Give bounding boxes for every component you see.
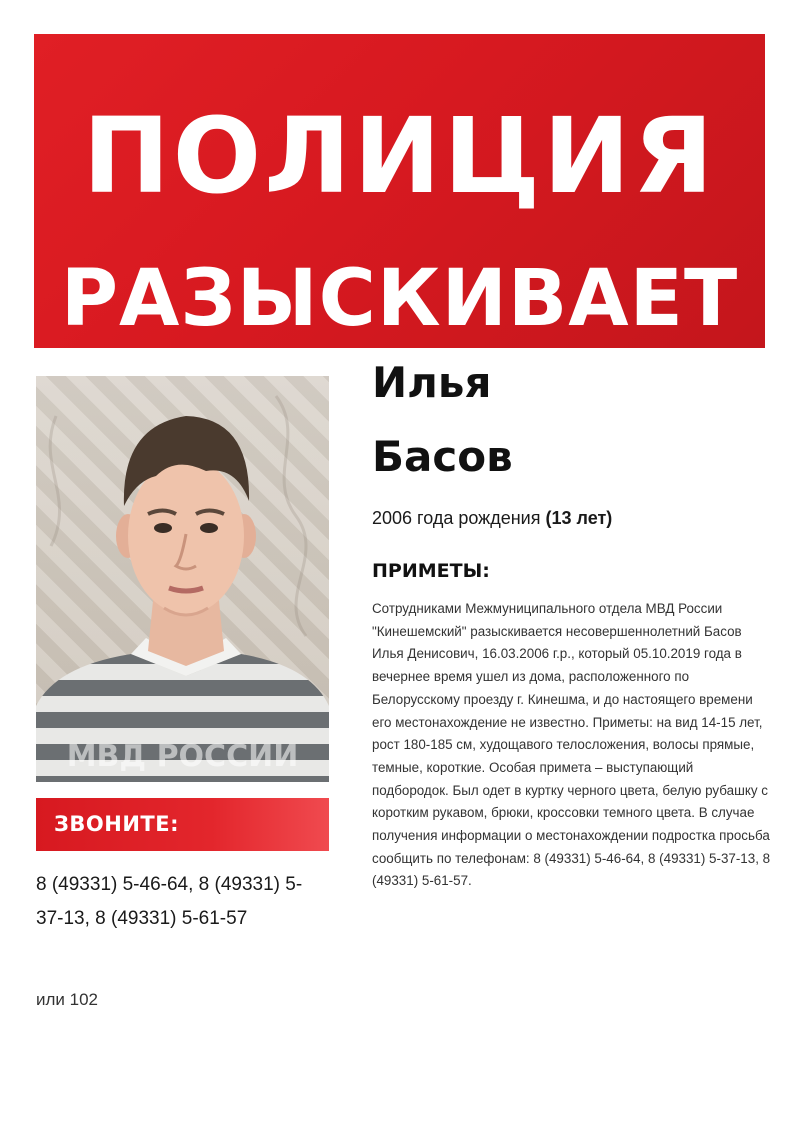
call-label-bar — [36, 798, 329, 851]
header-banner — [34, 34, 765, 348]
person-last-name: Басов — [372, 432, 513, 481]
missing-person-photo — [36, 376, 329, 782]
contact-phones: 8 (49331) 5-46-64, 8 (49331) 5-37-13, 8 (49331) 5-61-57 — [36, 874, 303, 929]
header-title-wanted: РАЗЫСКИВАЕТ — [60, 254, 739, 344]
person-first-name: Илья — [372, 358, 492, 407]
photo-watermark: МВД РОССИИ — [66, 739, 299, 774]
birth-info — [372, 508, 612, 529]
header-title-police: ПОЛИЦИЯ — [82, 95, 717, 217]
birth-year: 2006 года рождения — [372, 508, 541, 528]
call-label: ЗВОНИТЕ: — [54, 812, 179, 836]
portrait-illustration — [36, 376, 329, 782]
signs-heading: ПРИМЕТЫ: — [372, 560, 490, 582]
signs-description: Сотрудниками Межмуниципального отдела МВД России "Кинешемский" разыскивается несовершеннолетний Басов Илья Денисович, 16.03.2006 г.р., который 05.10.2019 года в вечернее время ушел из дома, расположенного по Белорусскому проезду г. Кинешма, и до настоящего времени его местонахождение не известно. Приметы: на вид 14-15 лет, рост 180-185 см, худощавого телосложения, волосы прямые, темные, короткие. Особая примета – выступающий подбородок. Был одет в куртку черного цвета, белую рубашку с коротким рукавом, брюки, кроссовки темного цвета. В случае получения информации о местонахождении подростка просьба сообщить по телефонам: 8 (49331) 5-46-64, 8 (49331) 5-37-13, 8 (49331) 5-61-57. — [372, 601, 771, 889]
person-age: (13 лет) — [545, 508, 613, 528]
emergency-number: или 102 — [36, 990, 98, 1009]
